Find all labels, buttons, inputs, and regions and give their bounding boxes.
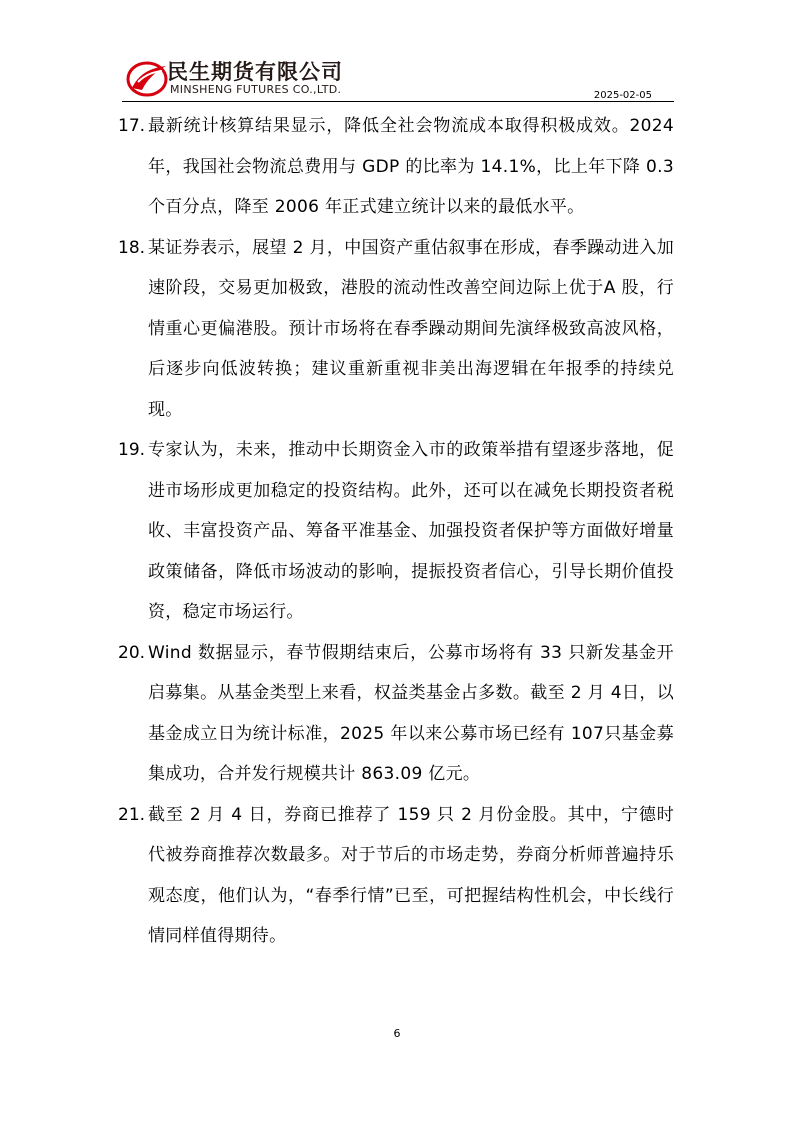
news-item-number: 18. (118, 237, 146, 258)
news-item (118, 106, 674, 228)
news-item-text: 专家认为，未来，推动中长期资金入市的政策举措有望逐步落地，促进市场形成更加稳定的投资结构。此外，还可以在减免长期投资者税收、丰富投资产品、筹备平准基金、加强投资者保护等方面做好增量政策储备，降低市场波动的影响，提振投资者信心，引导长期价值投资，稳定市场运行。 (148, 440, 674, 622)
news-item-number: 20. (118, 642, 146, 663)
company-logo-icon (126, 58, 168, 98)
report-date: 2025-02-05 (593, 90, 652, 101)
news-item-text: Wind 数据显示，春节假期结束后，公募市场将有 33 只新发基金开启募集。从基金类型上来看，权益类基金占多数。截至 2 月 4日，以基金成立日为统计标准，2025 年以来公募市场已经有 107只基金募集成功，合并发行规模共计 863.09 亿元。 (148, 642, 674, 784)
news-item (118, 430, 674, 633)
news-item-number: 21. (118, 804, 146, 825)
news-item (118, 795, 674, 957)
news-item-number: 19. (118, 440, 146, 460)
news-list (118, 106, 674, 957)
news-item (118, 633, 674, 795)
header-divider (122, 101, 674, 102)
news-item-text: 最新统计核算结果显示，降低全社会物流成本取得积极成效。2024年，我国社会物流总费用与 GDP 的比率为 14.1%，比上年下降 0.3 个百分点，降至 2006 年正式建立统计以来的最低水平。 (148, 116, 674, 217)
news-item-text: 截至 2 月 4 日，券商已推荐了 159 只 2 月份金股。其中，宁德时代被券商推荐次数最多。对于节后的市场走势，券商分析师普遍持乐观态度，他们认为，“春季行情”已至，可把握结构性机会，中长线行情同样值得期待。 (148, 804, 674, 946)
news-item (118, 228, 674, 431)
news-item-number: 17. (118, 116, 146, 136)
company-name-cn: 民生期货有限公司 (167, 60, 343, 84)
company-name-en: MINSHENG FUTURES CO.,LTD. (170, 83, 342, 96)
page-header (122, 52, 674, 104)
news-item-text: 某证券表示，展望 2 月，中国资产重估叙事在形成，春季躁动进入加速阶段，交易更加极致，港股的流动性改善空间边际上优于A 股，行情重心更偏港股。预计市场将在春季躁动期间先演绎极致高波风格，后逐步向低波转换；建议重新重视非美出海逻辑在年报季的持续兑现。 (148, 237, 674, 420)
page-number: 6 (393, 1027, 401, 1040)
